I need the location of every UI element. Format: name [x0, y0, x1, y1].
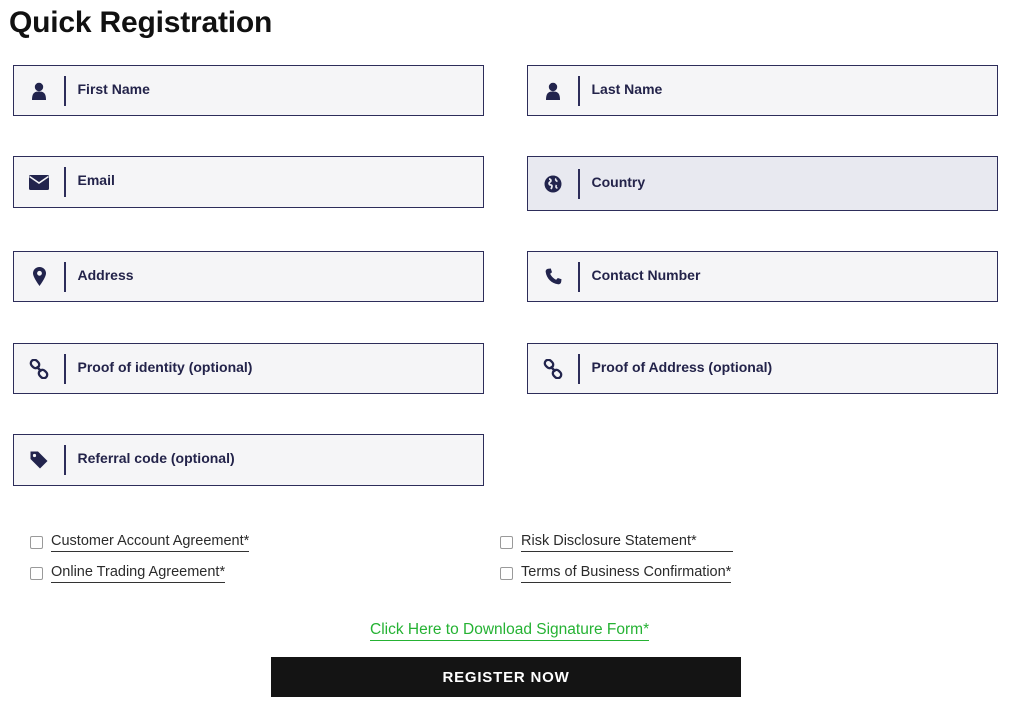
last-name-placeholder: Last Name	[591, 80, 663, 97]
field-separator	[578, 169, 580, 199]
first-name-input[interactable]	[13, 65, 484, 116]
link-icon	[528, 344, 578, 393]
field-separator	[578, 262, 580, 292]
country-select[interactable]	[527, 156, 998, 211]
field-separator	[578, 76, 580, 106]
download-signature-form-link[interactable]: Click Here to Download Signature Form*	[370, 621, 649, 641]
checkbox-box[interactable]	[30, 567, 43, 580]
referral-code-input[interactable]	[13, 434, 484, 486]
page-title: Quick Registration	[9, 6, 273, 39]
map-marker-icon	[14, 252, 64, 301]
address-placeholder: Address	[77, 266, 134, 283]
country-placeholder: Country	[591, 173, 646, 190]
last-name-input[interactable]	[527, 65, 998, 116]
terms-of-business-confirmation-label[interactable]: Terms of Business Confirmation*	[521, 564, 731, 583]
user-icon	[14, 66, 64, 115]
address-input[interactable]	[13, 251, 484, 302]
contact-number-input[interactable]	[527, 251, 998, 302]
tag-icon	[14, 435, 64, 485]
email-placeholder: Email	[77, 172, 115, 188]
field-separator	[64, 445, 66, 475]
proof-of-address-placeholder: Proof of Address (optional)	[591, 358, 773, 375]
proof-of-identity-input[interactable]	[13, 343, 484, 394]
online-trading-agreement-checkbox[interactable]	[30, 564, 225, 583]
first-name-placeholder: First Name	[77, 80, 150, 97]
field-separator	[64, 76, 66, 106]
proof-of-identity-placeholder: Proof of identity (optional)	[77, 358, 253, 375]
envelope-icon	[14, 157, 64, 207]
field-separator	[578, 354, 580, 384]
email-input[interactable]	[13, 156, 484, 208]
link-icon	[14, 344, 64, 393]
phone-icon	[528, 252, 578, 301]
checkbox-box[interactable]	[30, 536, 43, 549]
contact-number-placeholder: Contact Number	[591, 266, 701, 283]
proof-of-address-input[interactable]	[527, 343, 998, 394]
register-now-button[interactable]: REGISTER NOW	[271, 657, 741, 697]
terms-of-business-confirmation-checkbox[interactable]	[500, 564, 731, 583]
referral-code-placeholder: Referral code (optional)	[77, 450, 235, 466]
online-trading-agreement-label[interactable]: Online Trading Agreement*	[51, 564, 225, 583]
user-icon	[528, 66, 578, 115]
risk-disclosure-statement-label[interactable]: Risk Disclosure Statement*	[521, 533, 733, 552]
customer-account-agreement-checkbox[interactable]	[30, 533, 249, 552]
globe-icon	[528, 157, 578, 210]
risk-disclosure-statement-checkbox[interactable]	[500, 533, 733, 552]
customer-account-agreement-label[interactable]: Customer Account Agreement*	[51, 533, 249, 552]
field-separator	[64, 167, 66, 197]
field-separator	[64, 262, 66, 292]
checkbox-box[interactable]	[500, 567, 513, 580]
checkbox-box[interactable]	[500, 536, 513, 549]
field-separator	[64, 354, 66, 384]
